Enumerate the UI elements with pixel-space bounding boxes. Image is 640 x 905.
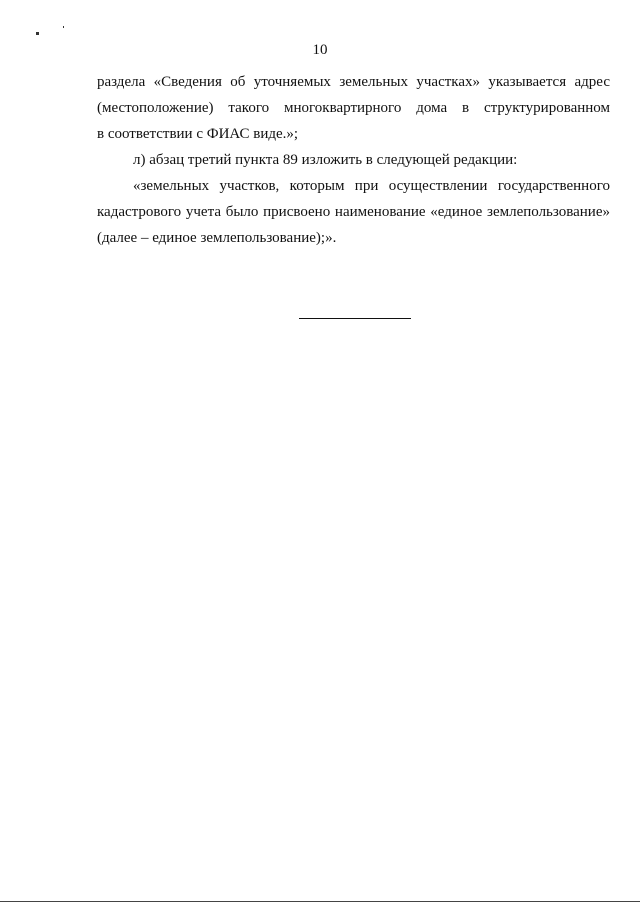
scan-edge-line bbox=[0, 901, 640, 902]
scan-artifact bbox=[63, 26, 64, 28]
paragraph-line: в соответствии с ФИАС виде.»; bbox=[97, 126, 299, 142]
paragraph-line: (местоположение) такого многоквартирного дома в структурированном bbox=[97, 100, 610, 116]
page-number: 10 bbox=[312, 42, 328, 58]
scan-artifact bbox=[36, 32, 39, 35]
paragraph-line: (далее – единое землепользование);». bbox=[97, 230, 337, 246]
paragraph-line: кадастрового учета было присвоено наименование «единое землепользование» bbox=[97, 204, 610, 220]
paragraph-line: л) абзац третий пункта 89 изложить в следующей редакции: bbox=[133, 152, 518, 168]
paragraph-line: раздела «Сведения об уточняемых земельных участках» указывается адрес bbox=[97, 74, 610, 90]
end-divider bbox=[299, 318, 411, 319]
paragraph-line: «земельных участков, которым при осуществлении государственного bbox=[133, 178, 610, 194]
